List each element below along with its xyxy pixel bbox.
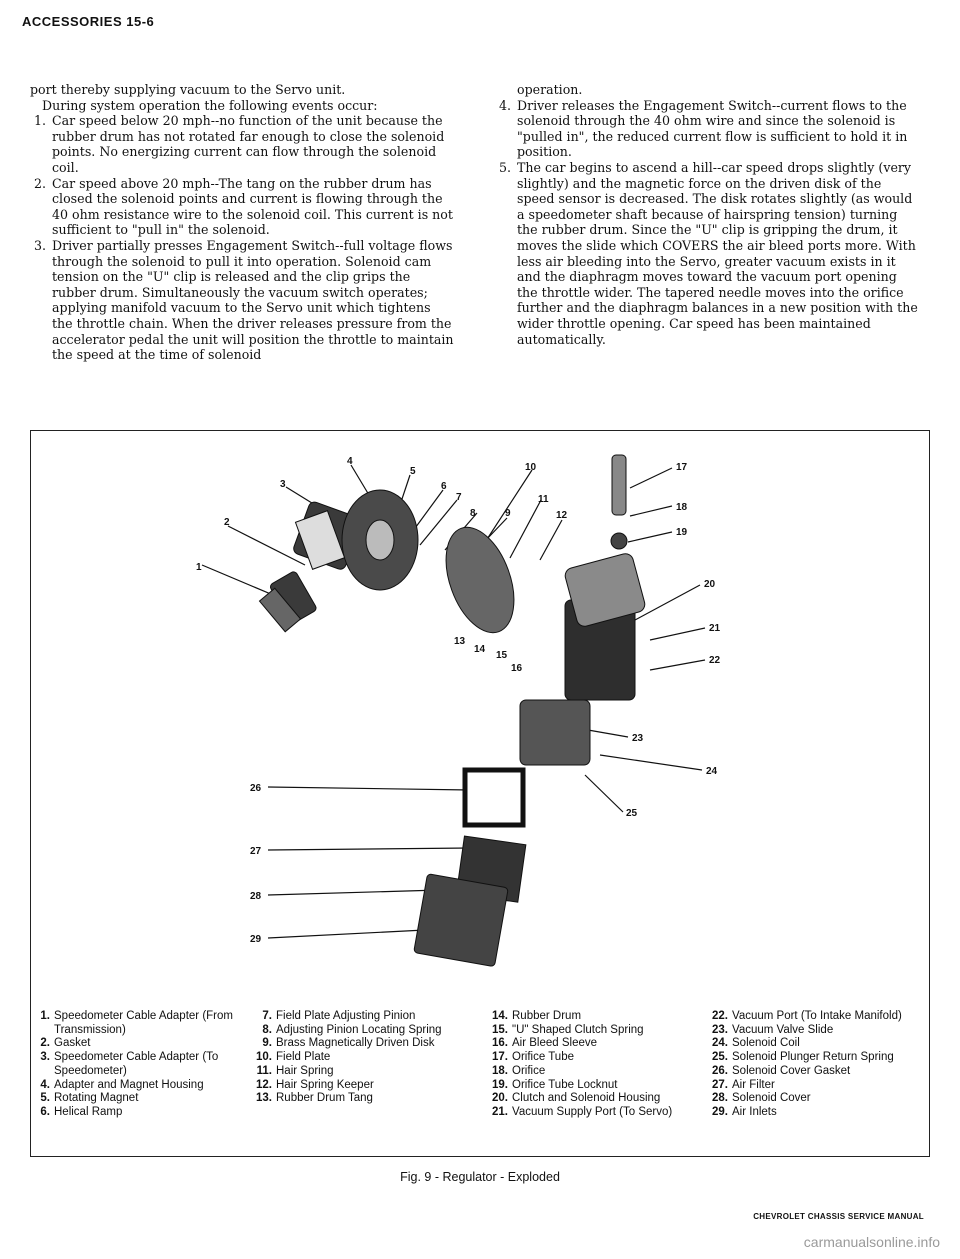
legend-item: 14. Rubber Drum — [492, 1010, 582, 1022]
callout-20: 20 — [704, 579, 716, 590]
legend-item: 22. Vacuum Port (To Intake Manifold) — [712, 1010, 902, 1022]
legend-item: 23. Vacuum Valve Slide — [712, 1023, 834, 1036]
exploded-diagram — [32, 432, 928, 982]
list-item: 3. Driver partially presses Engagement Switch--full voltage flows through the solenoid to pull it into operation. Solenoid cam tension on the "U" clip is released and the clip grips the rubber drum. Simultaneously the vacuum switch operates; applying manifold vacuum to the Servo unit which tightens the throttle chain. When the driver releases pressure from the accelerator pedal the unit will position the throttle to maintain the speed at the time of solenoid — [34, 237, 454, 363]
legend-item: 2. Gasket — [40, 1037, 91, 1050]
legend-item: 24. Solenoid Coil — [712, 1037, 800, 1050]
callout-23: 23 — [632, 733, 644, 744]
event-list-right — [495, 98, 920, 348]
legend-item: 10. Field Plate — [256, 1051, 331, 1064]
list-item: 1. Car speed below 20 mph--no function of the unit because the rubber drum has not rotated far enough to close the solenoid points. No energizing current can flow through the solenoid coil. — [34, 113, 445, 175]
callout-27: 27 — [250, 846, 262, 857]
intro-paragraph: port thereby supplying vacuum to the Servo unit. — [30, 82, 346, 97]
callout-19: 19 — [676, 527, 688, 538]
lead-paragraph: During system operation the following events occur: — [42, 97, 378, 113]
callout-7: 7 — [456, 492, 462, 503]
callout-3: 3 — [280, 479, 286, 490]
legend-item: 12. Hair Spring Keeper — [256, 1078, 374, 1091]
list-item: 2. Car speed above 20 mph--The tang on the rubber drum has closed the solenoid points and current is flowing through the 40 ohm resistance wire to the solenoid coil. This current is not sufficient to "pull in" the solenoid. — [34, 175, 453, 238]
legend-col-3 — [486, 1010, 696, 1120]
callout-24: 24 — [706, 766, 718, 777]
right-text-column — [495, 82, 920, 347]
legend-col-2 — [250, 1010, 460, 1106]
callout-17: 17 — [676, 462, 688, 473]
legend-item: 25. Solenoid Plunger Return Spring — [712, 1051, 894, 1064]
callout-8: 8 — [470, 508, 476, 519]
legend-item: 29. Air Inlets — [712, 1105, 777, 1118]
legend-item: 3. Speedometer Cable Adapter (To Speedometer) — [40, 1051, 219, 1077]
legend-item: 26. Solenoid Cover Gasket — [712, 1064, 851, 1077]
legend-item: 21. Vacuum Supply Port (To Servo) — [492, 1105, 673, 1118]
callout-6: 6 — [441, 481, 447, 492]
callout-11: 11 — [538, 494, 549, 505]
callout-2: 2 — [224, 517, 230, 528]
legend-item: 20. Clutch and Solenoid Housing — [492, 1092, 661, 1105]
callout-14: 14 — [474, 644, 486, 655]
callout-28: 28 — [250, 891, 262, 902]
list-item: 4. Driver releases the Engagement Switch--current flows to the solenoid through the 40 ohm wire and since the solenoid is "pulled in", the reduced current flow is sufficient to hold it in position. — [499, 97, 908, 160]
callout-10: 10 — [525, 462, 537, 473]
callout-21: 21 — [709, 623, 721, 634]
legend-item: 4. Adapter and Magnet Housing — [40, 1078, 204, 1091]
legend-item: 18. Orifice — [492, 1064, 546, 1077]
callout-9: 9 — [505, 508, 511, 519]
callout-29: 29 — [250, 934, 262, 945]
callout-26: 26 — [250, 783, 262, 794]
callout-5: 5 — [410, 466, 416, 477]
callout-1: 1 — [196, 562, 202, 573]
event-list-left — [30, 113, 455, 363]
callout-25: 25 — [626, 808, 638, 819]
page-header: ACCESSORIES 15-6 — [22, 14, 155, 29]
legend-item: 1. Speedometer Cable Adapter (From Transmission) — [40, 1010, 233, 1036]
legend-item: 19. Orifice Tube Locknut — [492, 1078, 618, 1091]
legend-item: 13. Rubber Drum Tang — [256, 1092, 373, 1105]
figure-caption: Fig. 9 - Regulator - Exploded — [400, 1170, 560, 1184]
legend-item: 28. Solenoid Cover — [712, 1092, 811, 1105]
legend-item: 17. Orifice Tube — [492, 1051, 574, 1064]
callout-16: 16 — [511, 663, 523, 674]
left-text-column — [30, 82, 455, 363]
legend-item: 6. Helical Ramp — [40, 1105, 123, 1118]
legend-item: 8. Adjusting Pinion Locating Spring — [262, 1023, 442, 1036]
legend-item: 16. Air Bleed Sleeve — [492, 1037, 598, 1050]
callout-4: 4 — [347, 456, 353, 467]
footer-brand: CHEVROLET CHASSIS SERVICE MANUAL — [753, 1212, 924, 1221]
callout-22: 22 — [709, 655, 721, 666]
legend-item: 7. Field Plate Adjusting Pinion — [262, 1010, 416, 1022]
legend-col-4 — [706, 1010, 928, 1120]
legend-item: 5. Rotating Magnet — [40, 1092, 139, 1105]
continuation-text: operation. — [517, 82, 583, 97]
watermark: carmanualsonline.info — [803, 1234, 940, 1250]
list-item: 5. The car begins to ascend a hill--car speed drops slightly (very slightly) and the magnetic force on the driven disk of the speed sensor is decreased. The disk rotates slightly (as would a speedometer shaft because of hairspring tension) turning the rubber drum. Since the "U" clip is gripping the drum, it moves the slide which COVERS the air bleed ports more. With less air bleeding into the Servo, greater vacuum exists in it and the diaphragm moves toward the vacuum port opening the throttle wider. The tapered needle moves into the orifice further and the diaphragm balances in a new position with the wider throttle opening. Car speed has been maintained automatically. — [499, 159, 918, 347]
legend-col-1 — [34, 1010, 244, 1120]
legend-item: 15. "U" Shaped Clutch Spring — [492, 1023, 644, 1036]
legend-item: 27. Air Filter — [712, 1078, 775, 1091]
callout-15: 15 — [496, 650, 508, 661]
callout-12: 12 — [556, 510, 568, 521]
legend-item: 9. Brass Magnetically Driven Disk — [262, 1037, 435, 1050]
callout-18: 18 — [676, 502, 688, 513]
legend-item: 11. Hair Spring — [256, 1064, 334, 1077]
callout-13: 13 — [454, 636, 466, 647]
